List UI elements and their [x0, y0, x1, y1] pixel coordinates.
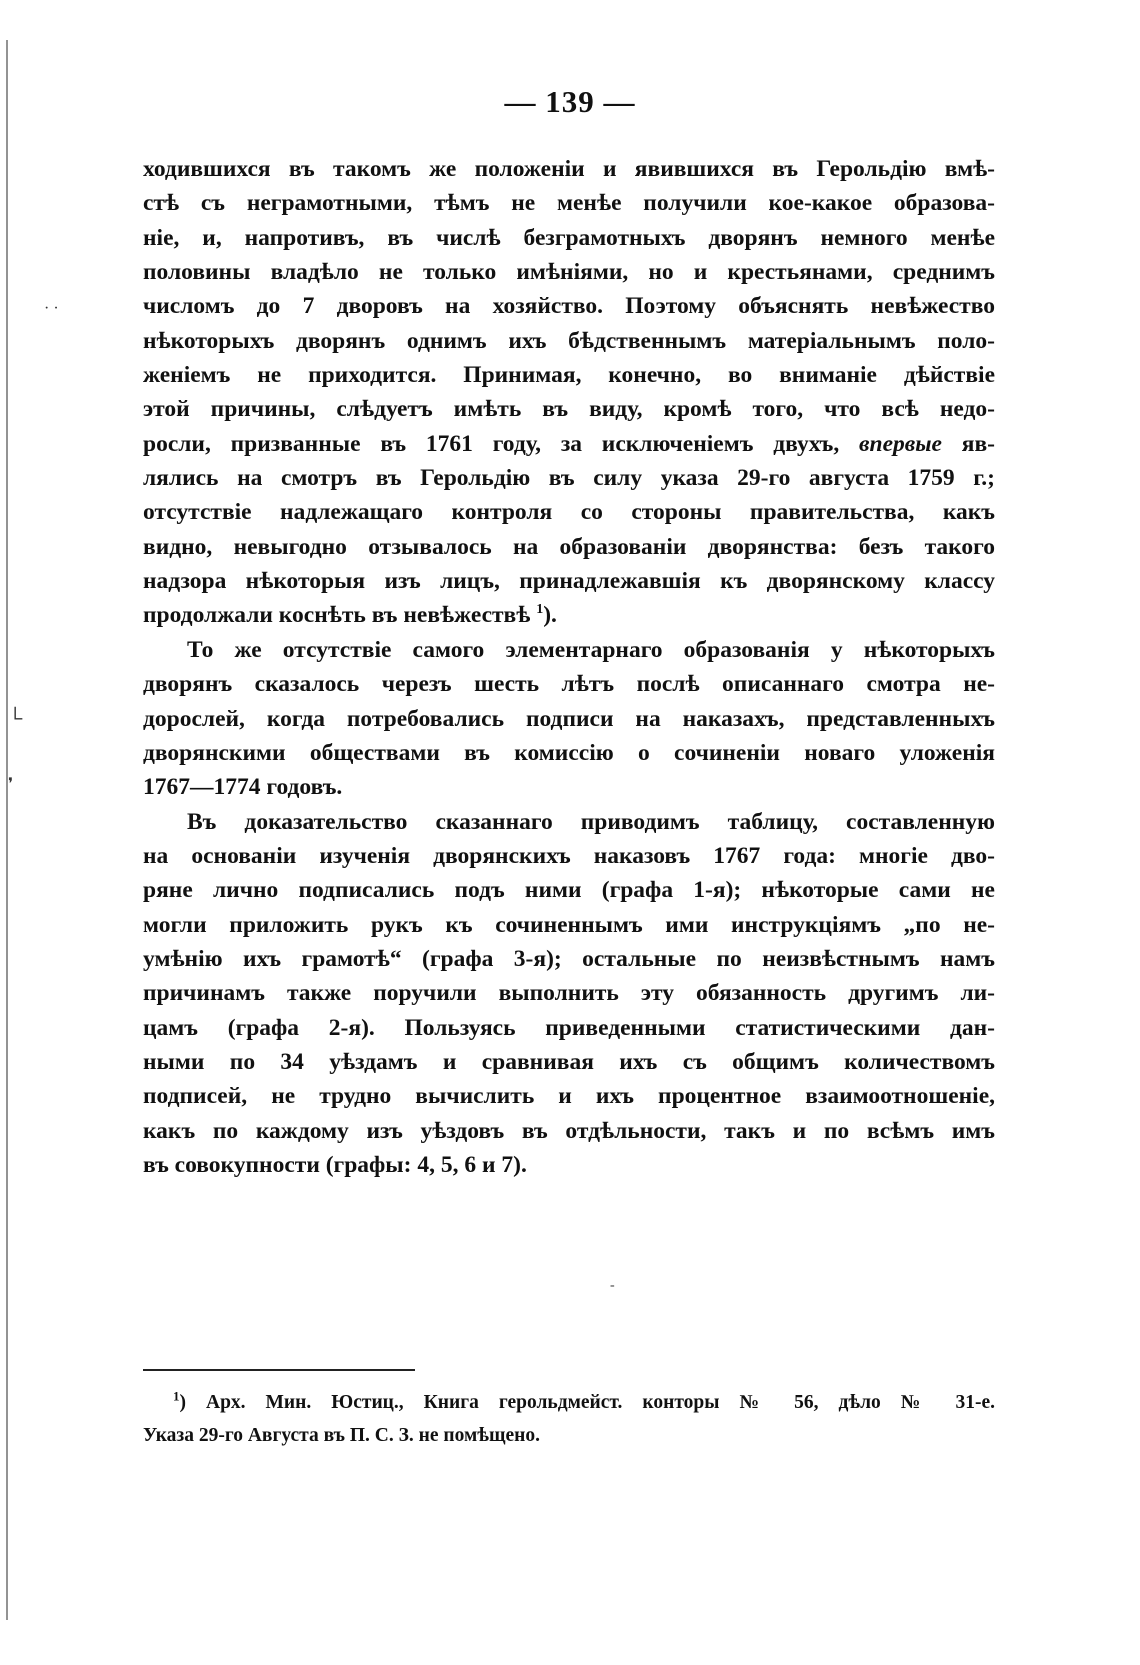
- text-line: То же отсутствiе самого элементарнаго образованiя у нѣкоторыхъ: [187, 636, 995, 663]
- margin-tick-mark: ❜: [8, 776, 14, 793]
- footnote: [143, 1386, 995, 1452]
- stray-mark: -: [610, 1278, 615, 1293]
- footnote-line: Указа 29-го Августа въ П. С. З. не помѣщено.: [143, 1425, 540, 1446]
- text-line: причинамъ также поручили выполнить эту обязанность другимъ ли-: [143, 980, 995, 1007]
- text-line: женiемъ не приходится. Принимая, конечно, во вниманiе дѣйствiе: [143, 362, 995, 389]
- text-line: въ совокупности (графы: 4, 5, 6 и 7).: [143, 1151, 527, 1178]
- paragraph-3: [143, 805, 995, 1183]
- main-text: [143, 152, 995, 1182]
- text-line: стѣ съ неграмотными, тѣмъ не менѣе получили кое-какое образова-: [143, 190, 995, 217]
- footnote-divider: [143, 1369, 415, 1371]
- text-segment: продолжали коснѣть въ невѣжествѣ: [143, 602, 531, 629]
- text-segment: яв-: [961, 430, 996, 457]
- italic-word: впервые: [859, 430, 942, 457]
- scan-edge-line: [6, 40, 8, 1620]
- text-line: числомъ до 7 дворовъ на хозяйство. Поэтому объяснять невѣжество: [143, 293, 995, 320]
- text-line: видно, невыгодно отзывалось на образованiи дворянства: безъ такого: [143, 533, 995, 560]
- margin-bracket-mark: └: [8, 708, 23, 730]
- text-line: отсутствiе надлежащаго контроля со стороны правительства, какъ: [143, 499, 995, 526]
- text-line: нiе, и, напротивъ, въ числѣ безграмотныхъ дворянъ немного менѣе: [143, 224, 995, 251]
- margin-dots-mark: · ·: [44, 300, 59, 317]
- text-line: какъ по каждому изъ уѣздовъ въ отдѣльности, такъ и по всѣмъ имъ: [143, 1117, 995, 1144]
- page-number: — 139 —: [504, 84, 636, 119]
- paragraph-1: [143, 152, 995, 633]
- text-segment: ).: [543, 602, 557, 629]
- text-line: могли приложить рукъ къ сочиненнымъ ими инструкцiямъ „по не-: [143, 911, 995, 938]
- paragraph-2: [143, 633, 995, 805]
- footnote-number: 1: [173, 1388, 180, 1404]
- text-segment: росли, призванные въ 1761 году, за исключенiемъ двухъ,: [143, 430, 840, 457]
- text-line: этой причины, слѣдуетъ имѣть въ виду, кромѣ того, что всѣ недо-: [143, 396, 995, 423]
- text-line: ными по 34 уѣздамъ и сравнивая ихъ съ общимъ количествомъ: [143, 1048, 995, 1075]
- footnote-line: [143, 1386, 995, 1419]
- text-line: дорослей, когда потребовались подписи на наказахъ, представленныхъ: [143, 705, 995, 732]
- text-line: ходившихся въ такомъ же положенiи и явившихся въ Герольдiю вмѣ-: [143, 156, 995, 182]
- text-line: 1767—1774 годовъ.: [143, 774, 343, 801]
- footnote-text: ) Арх. Мин. Юстиц., Книга герольдмейст. конторы № 56, дѣло № 31-е.: [179, 1392, 995, 1413]
- footnote-ref[interactable]: 1: [536, 602, 544, 618]
- text-line: цамъ (графа 2-я). Пользуясь приведенными статистическими дан-: [143, 1014, 995, 1041]
- text-line: дворянъ сказалось черезъ шесть лѣтъ послѣ описаннаго смотра не-: [143, 671, 995, 698]
- text-line: дворянскими обществами въ комиссiю о сочиненiи новаго уложенiя: [143, 739, 995, 766]
- text-line: надзора нѣкоторыя изъ лицъ, принадлежавшiя къ дворянскому классу: [143, 568, 995, 595]
- text-line: Въ доказательство сказаннаго приводимъ таблицу, составленную: [187, 808, 995, 835]
- text-line: умѣнiю ихъ грамотѣ“ (графа 3-я); остальные по неизвѣстнымъ намъ: [143, 945, 995, 972]
- text-line: нѣкоторыхъ дворянъ однимъ ихъ бѣдственнымъ матерiальнымъ поло-: [143, 327, 995, 354]
- text-line-with-italic: [143, 427, 995, 461]
- text-line: подписей, не трудно вычислить и ихъ процентное взаимоотношенiе,: [143, 1083, 995, 1110]
- text-line: на основанiи изученiя дворянскихъ наказовъ 1767 года: многiе дво-: [143, 842, 995, 869]
- text-line: половины владѣло не только имѣнiями, но и крестьянами, среднимъ: [143, 259, 995, 286]
- text-line: ряне лично подписались подъ ними (графа 1-я); нѣкоторые сами не: [143, 877, 995, 904]
- text-line: лялись на смотръ въ Герольдiю въ силу указа 29-го августа 1759 г.;: [143, 465, 995, 492]
- text-line-with-footnote-ref: [143, 598, 995, 632]
